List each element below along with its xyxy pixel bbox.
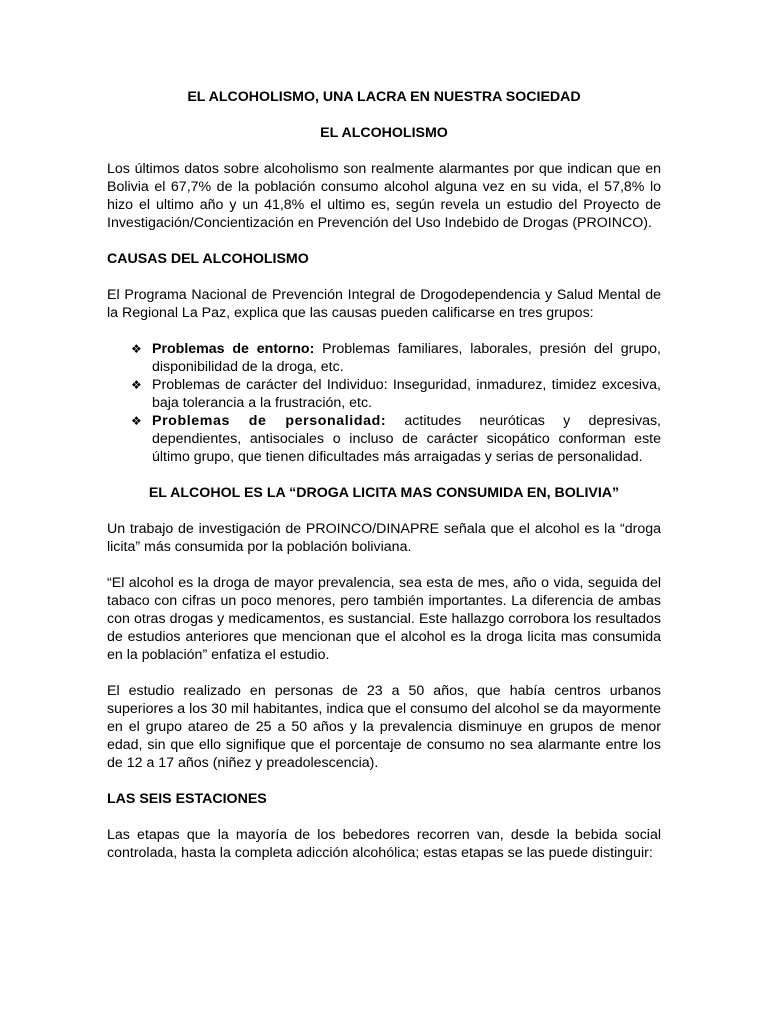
- spacer: [107, 322, 661, 340]
- paragraph-droga-2: “El alcohol es la droga de mayor prevalencia, sea esta de mes, año o vida, seguida del tabaco con cifras un poco menores, pero también importantes. La diferencia de ambas con otras drogas y medicamentos, es sustancial. Este hallazgo corrobora los resultados de estudios anteriores que mencionan que el alcohol es la droga licita mas consumida en la población” enfatiza el estudio.: [107, 575, 661, 663]
- spacer: [107, 502, 661, 520]
- heading-droga-licita: EL ALCOHOL ES LA “DROGA LICITA MAS CONSUMIDA EN, BOLIVIA”: [148, 485, 620, 501]
- paragraph-droga-1: Un trabajo de investigación de PROINCO/DINAPRE señala que el alcohol es la “droga licita” más consumida por la población boliviana.: [107, 521, 661, 555]
- spacer: [107, 142, 661, 160]
- diamond-bullet-icon: ❖: [131, 342, 142, 356]
- heading-estaciones: LAS SEIS ESTACIONES: [107, 791, 267, 807]
- spacer: [107, 466, 661, 484]
- heading-causas: CAUSAS DEL ALCOHOLISMO: [107, 251, 309, 267]
- spacer: [107, 268, 661, 286]
- diamond-bullet-icon: ❖: [131, 414, 142, 428]
- diamond-bullet-icon: ❖: [131, 378, 142, 392]
- document-title: EL ALCOHOLISMO, UNA LACRA EN NUESTRA SOCIEDAD: [187, 89, 581, 105]
- document-page: [107, 88, 661, 862]
- paragraph-estaciones: Las etapas que la mayoría de los bebedores recorren van, desde la bebida social controlada, hasta la completa adicción alcohólica; estas etapas se las puede distinguir:: [107, 827, 661, 861]
- list-item-text: actitudes neuróticas y depresivas, dependientes, antisociales o incluso de carácter sicopático conforman este último grupo, que tienen dificultades más arraigadas y serias de personalidad.: [152, 413, 661, 465]
- section-title-alcoholismo: EL ALCOHOLISMO: [320, 125, 448, 141]
- causes-list: [107, 340, 661, 466]
- list-item-text: Problemas de carácter del Individuo: Inseguridad, inmadurez, timidez excesiva, baja tolerancia a la frustración, etc.: [152, 377, 661, 411]
- list-item-text: Problemas familiares, laborales, presión del grupo, disponibilidad de la droga, etc.: [152, 341, 661, 375]
- list-item: [107, 376, 661, 412]
- spacer: [107, 808, 661, 826]
- paragraph-causas: El Programa Nacional de Prevención Integral de Drogodependencia y Salud Mental de la Regional La Paz, explica que las causas pueden calificarse en tres grupos:: [107, 287, 661, 321]
- spacer: [107, 664, 661, 682]
- spacer: [107, 556, 661, 574]
- list-item: [107, 412, 661, 466]
- spacer: [107, 232, 661, 250]
- paragraph-intro: Los últimos datos sobre alcoholismo son realmente alarmantes por que indican que en Bolivia el 67,7% de la población consumo alcohol alguna vez en su vida, el 57,8% lo hizo el ultimo año y un 41,8% el ultimo es, según revela un estudio del Proyecto de Investigación/Concientización en Prevención del Uso Indebido de Drogas (PROINCO).: [107, 161, 661, 231]
- list-item-bold: Problemas de personalidad:: [152, 413, 387, 429]
- paragraph-droga-3: El estudio realizado en personas de 23 a 50 años, que había centros urbanos superiores a los 30 mil habitantes, indica que el consumo del alcohol se da mayormente en el grupo atareo de 25 a 50 años y la prevalencia disminuye en grupos de menor edad, sin que ello signifique que el porcentaje de consumo no sea alarmante entre los de 12 a 17 años (niñez y preadolescencia).: [107, 683, 661, 771]
- list-item-bold: Problemas de entorno:: [152, 341, 315, 357]
- spacer: [107, 772, 661, 790]
- list-item: [107, 340, 661, 376]
